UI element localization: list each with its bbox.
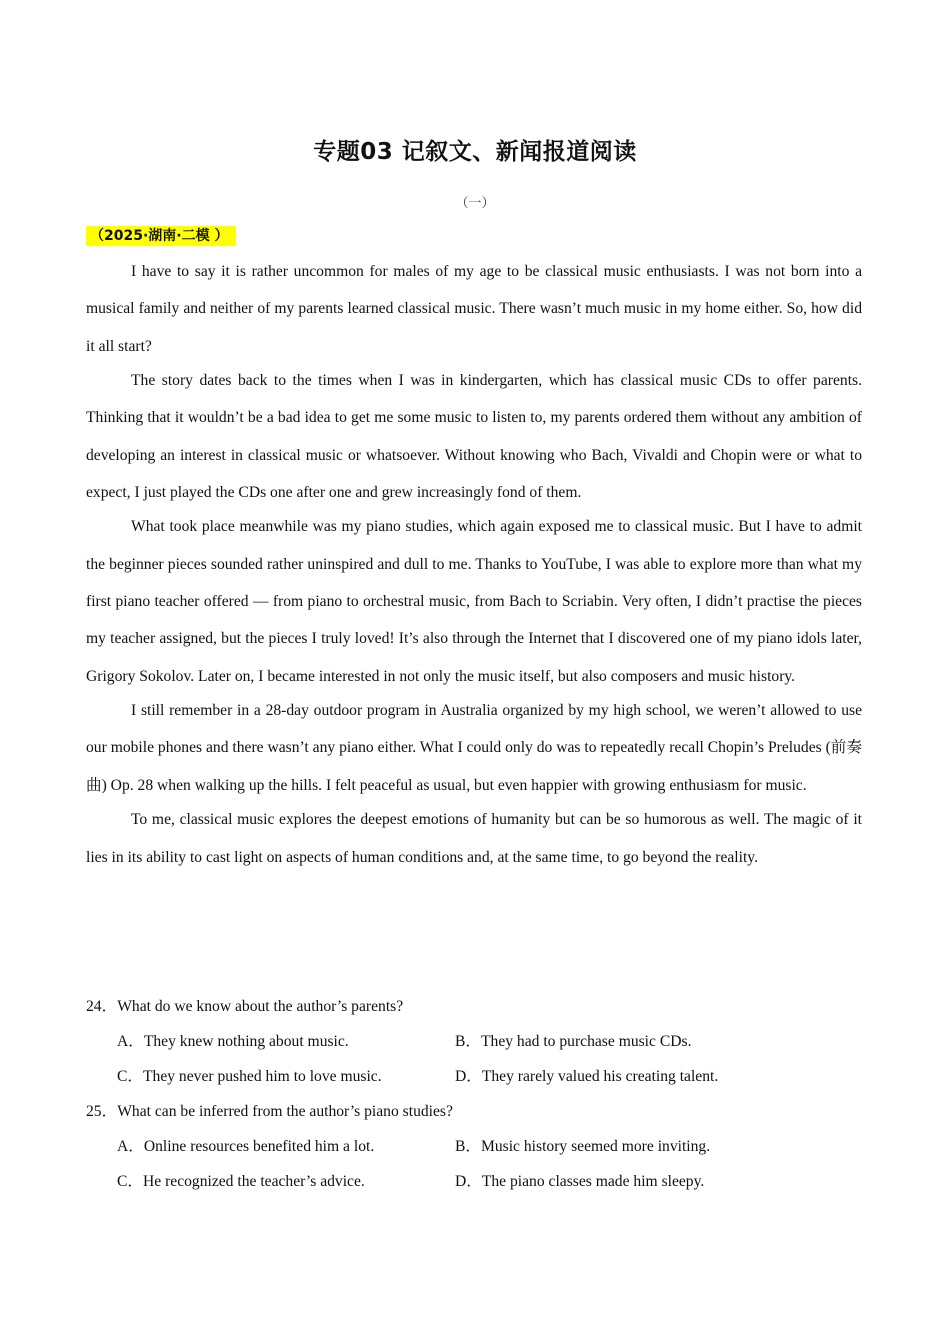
question-stem: 24．What do we know about the author’s parents? [86, 998, 404, 1015]
passage-paragraph-1: I have to say it is rather uncommon for males of my age to be classical music enthusiasts. I was not born into a musical family and neither of my parents learned classical music. There wasn’t much music in my home either. So, how did it all start? [86, 263, 862, 355]
option-a: A．They knew nothing about music. [117, 1033, 349, 1050]
option-row [86, 1024, 876, 1059]
option-a: A．Online resources benefited him a lot. [117, 1138, 375, 1155]
option-c: C．He recognized the teacher’s advice. [117, 1173, 365, 1190]
page-title: 专题03 记叙文、新闻报道阅读 [313, 139, 637, 165]
option-d: D．They rarely valued his creating talent. [455, 1068, 719, 1085]
option-b: B．Music history seemed more inviting. [455, 1138, 711, 1155]
source-tag: （2025·湖南·二模 ） [86, 226, 236, 246]
passage-paragraph-2: The story dates back to the times when I was in kindergarten, which has classical music CDs to offer parents. Thinking that it wouldn’t be a bad idea to get me some music to listen to, my parents ordered them without any ambition of developing an interest in classical music or whatsoever. Without knowing who Bach, Vivaldi and Chopin were or what to expect, I just played the CDs one after one and grew increasingly fond of them. [86, 372, 862, 501]
questions-section [86, 989, 876, 1199]
section-label: （一） [455, 195, 495, 210]
question-stem: 25．What can be inferred from the author’s piano studies? [86, 1103, 453, 1120]
question-25 [86, 1094, 876, 1199]
passage-paragraph-5: To me, classical music explores the deepest emotions of humanity but can be so humorous as well. The magic of it lies in its ability to cast light on aspects of human conditions and, at the same time, to go beyond the reality. [86, 811, 862, 866]
option-d: D．The piano classes made him sleepy. [455, 1173, 705, 1190]
passage-paragraph-3: What took place meanwhile was my piano studies, which again exposed me to classical music. But I have to admit the beginner pieces sounded rather uninspired and dull to me. Thanks to YouTube, I was able to explore more than what my first piano teacher offered — from piano to orchestral music, from Bach to Scriabin. Very often, I didn’t practise the pieces my teacher assigned, but the pieces I truly loved! It’s also through the Internet that I discovered one of my piano idols later, Grigory Sokolov. Later on, I became interested in not only the music itself, but also composers and music history. [86, 518, 862, 685]
option-row [86, 1164, 876, 1199]
option-row [86, 1059, 876, 1094]
option-c: C．They never pushed him to love music. [117, 1068, 382, 1085]
option-b: B．They had to purchase music CDs. [455, 1033, 692, 1050]
option-row [86, 1129, 876, 1164]
passage-paragraph-4: I still remember in a 28-day outdoor program in Australia organized by my high school, we weren’t allowed to use our mobile phones and there wasn’t any piano either. What I could only do was to repeatedly recall Chopin’s Preludes (前奏曲) Op. 28 when walking up the hills. I felt peaceful as usual, but even happier with growing enthusiasm for music. [86, 702, 862, 794]
question-24 [86, 989, 876, 1094]
reading-passage [86, 253, 862, 873]
